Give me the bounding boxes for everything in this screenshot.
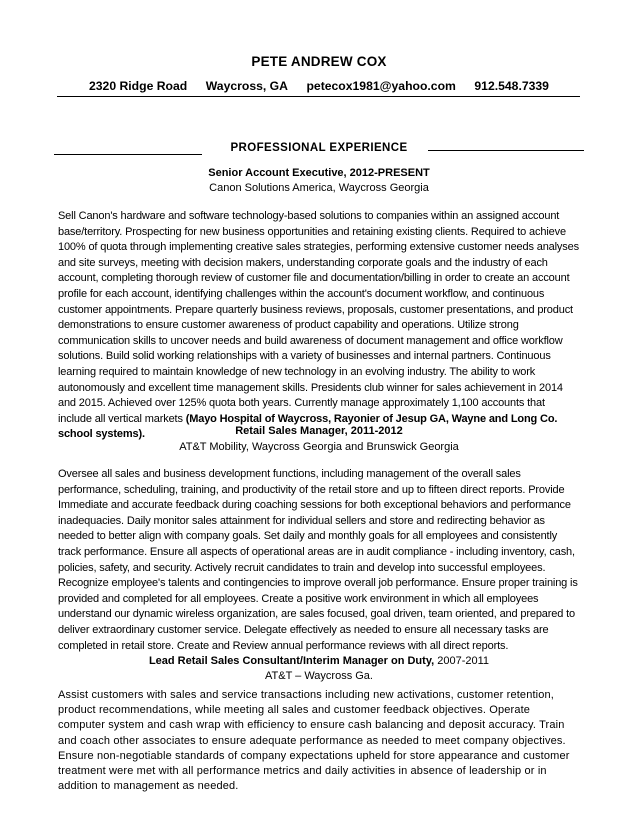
job-description-text: Sell Canon's hardware and software technology-based solutions to companies within an assigned account base/territory. Prospecting for new business opportunities and retaining existing clients. Required to achieve 100% of quota through implementing creative sales strategies, performing extensive customer needs analyses and site surveys, meeting with decision makers, understanding corporate goals and the industry of each account, completing thorough review of customer file and documentation/billing in order to create an account profile for each account, identifying challenges within the account's document workflow, and continuous customer appointments. Prepare quarterly business reviews, proposals, customer presentations, and product demonstrations to ensure customer awareness of product capability and operations. Utilize strong communication skills to uncover needs and build awareness of document management and office workflow solutions. Build solid working relationships with a variety of businesses and internal partners. Continuous learning required to maintain knowledge of new technology in an evolving industry. The ability to work autonomously and excellent time management skills. Presidents club winner for sales achievement in 2014 and 2015. Achieved over 125% quota both years. Currently manage approximately 1,100 accounts that include all vertical markets	[58, 210, 579, 425]
job-description: Assist customers with sales and service transactions including new activations, customer retention, product recommendations, while meeting all sales and customer feedback objectives. Operate computer system and cash wrap with efficiency to ensure cash balancing and deposit accuracy. Train and coach other associates to ensure adequate performance as needed to meet company objectives. Ensure non-negotiable standards of company expectations upheld for store appearance and customer treatment were met with all performance metrics and daily activities in absence of leadership or in addition to management as needed.	[58, 689, 570, 793]
candidate-name: PETE ANDREW COX	[251, 54, 387, 69]
job-years: 2007-2011	[434, 655, 490, 667]
job-description	[58, 209, 580, 443]
header-divider	[57, 96, 580, 97]
job-title: Retail Sales Manager, 2011-2012	[235, 425, 403, 437]
address: 2320 Ridge Road	[89, 79, 188, 93]
job-description: Oversee all sales and business development functions, including management of the overall sales performance, scheduling, training, and productivity of the retail store and up to fifteen direct reports. Provide Immediate and accurate feedback during coaching sessions for both exceptional behaviors and performance inadequacies. Daily monitor sales attainment for individual sellers and store and redirecting behavior as needed to better align with company goals. Set daily and monthly goals for all employees and consistently track performance. Ensure all aspects of operational areas are in audit compliance - including inventory, cash, policies, safety, and security. Actively recruit candidates to train and develop into successful employees. Recognize employee's talents and contingencies to improve overall job performance. Ensure proper training is provided and completed for all employees. Create a positive work environment in which all employees understand our dynamic wireless organization, are sales focused, goal driven, team oriented, and prepared to deliver extraordinary customer service. Delegate effectively as needed to ensure all necessary tasks are completed in retail store. Create and Review annual performance reviews with all direct reports.	[58, 468, 578, 652]
email: petecox1981@yahoo.com	[306, 79, 456, 93]
city: Waycross, GA	[205, 79, 288, 93]
job-description-bold: (Mayo Hospital of Waycross, Rayonier of Jesup GA, Wayne and Long Co. school systems).	[58, 412, 558, 441]
section-title: PROFESSIONAL EXPERIENCE	[230, 142, 408, 154]
job-title: Senior Account Executive, 2012-PRESENT	[208, 167, 430, 179]
contact-line	[89, 79, 549, 93]
job-title: Lead Retail Sales Consultant/Interim Manager on Duty,	[148, 655, 435, 667]
job-company: AT&T – Waycross Ga.	[265, 670, 373, 682]
section-rule-right	[428, 150, 584, 151]
section-rule-left	[54, 154, 202, 155]
job-company: Canon Solutions America, Waycross Georgia	[209, 182, 429, 194]
job-title-line	[0, 655, 638, 667]
job-company: AT&T Mobility, Waycross Georgia and Brunswick Georgia	[179, 441, 459, 453]
phone: 912.548.7339	[474, 79, 549, 93]
